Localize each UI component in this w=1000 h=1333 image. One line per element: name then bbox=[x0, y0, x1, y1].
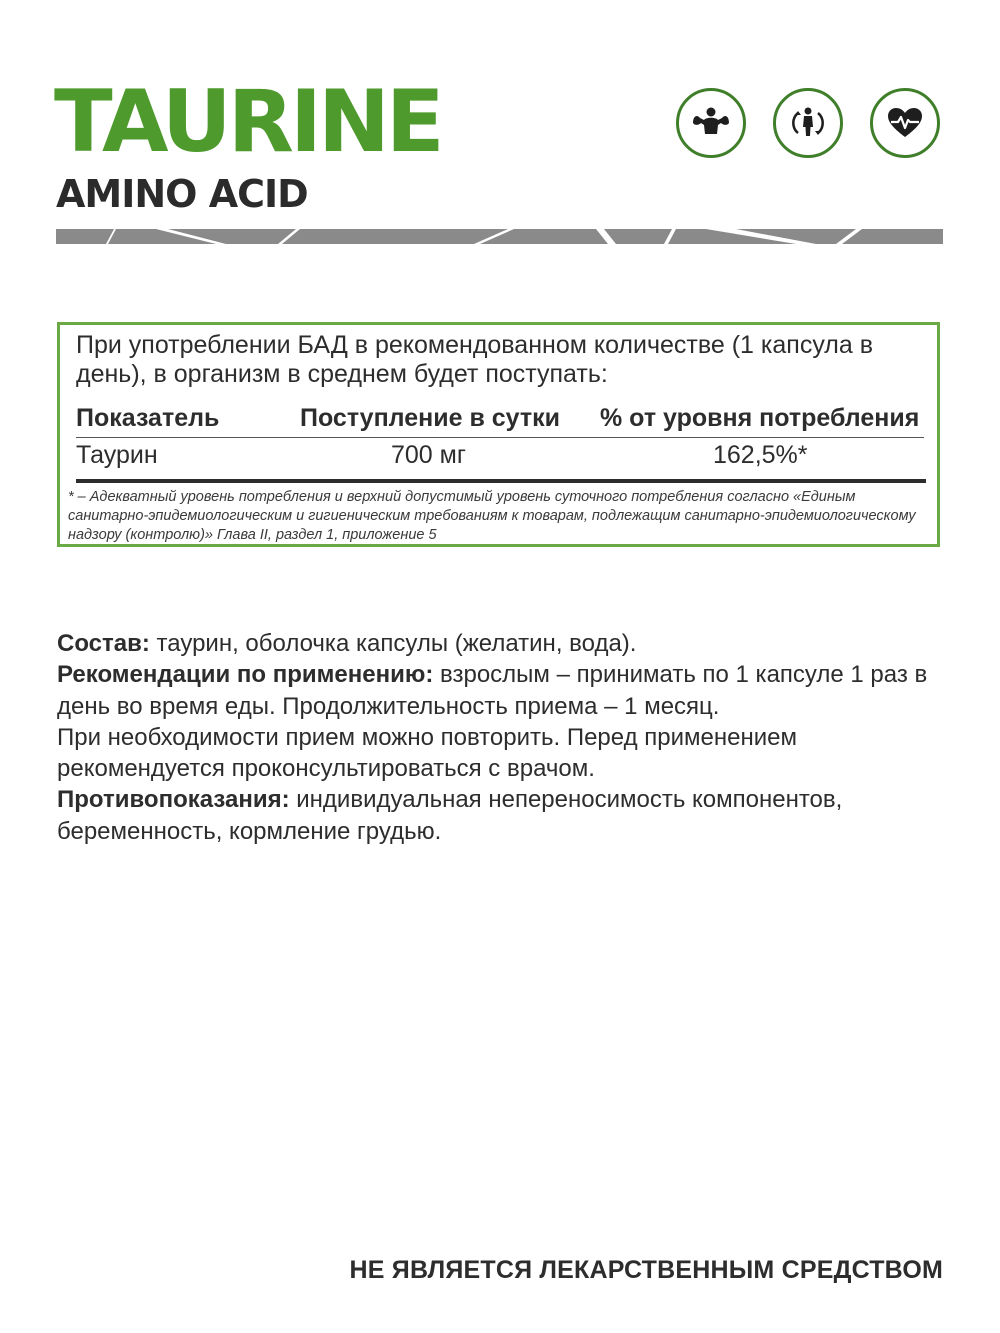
row-percent: 162,5%* bbox=[713, 441, 808, 469]
nutrition-table-box bbox=[57, 322, 940, 547]
muscle-icon bbox=[676, 88, 746, 158]
product-description bbox=[57, 628, 947, 847]
composition-paragraph bbox=[57, 628, 947, 659]
not-a-medicine-disclaimer: НЕ ЯВЛЯЕТСЯ ЛЕКАРСТВЕННЫМ СРЕДСТВОМ bbox=[349, 1256, 943, 1284]
row-amount: 700 мг bbox=[391, 441, 466, 469]
nutrition-intro: При употреблении БАД в рекомендованном количестве (1 капсула в день), в организм в среднем будет поступать: bbox=[76, 331, 873, 388]
contraindications-text: индивидуальная непереносимость компонентов, беременность, кормление грудью. bbox=[57, 786, 843, 845]
contraindications-paragraph bbox=[57, 784, 947, 847]
decorative-stripe bbox=[56, 229, 943, 244]
footnote: * – Адекватный уровень потребления и верхний допустимый уровень суточного потребления согласно «Единым санитарно-эпидемиологическим и гигиеническим требованиям к товарам, подлежащим санитарно-эпидемиологическому надзору (контролю)» Глава II, раздел 1, приложение 5 bbox=[68, 489, 916, 543]
column-header-indicator: Показатель bbox=[76, 404, 220, 432]
benefit-icons bbox=[676, 88, 946, 160]
table-bottom-rule bbox=[76, 479, 926, 483]
contraindications-label: Противопоказания: bbox=[57, 786, 290, 814]
row-name: Таурин bbox=[76, 441, 158, 469]
product-title: TAURINE bbox=[54, 72, 441, 172]
header-divider bbox=[76, 437, 924, 438]
usage-paragraph bbox=[57, 659, 947, 722]
column-header-daily-intake: Поступление в сутки bbox=[300, 404, 561, 432]
product-subtitle: AMINO ACID bbox=[56, 172, 308, 216]
usage-text: взрослым – принимать по 1 капсуле 1 раз в день во время еды. Продолжительность приема – 1 месяц. bbox=[57, 661, 928, 720]
body-metabolism-icon bbox=[773, 88, 843, 158]
composition-text: таурин, оболочка капсулы (желатин, вода). bbox=[149, 630, 637, 657]
composition-label: Состав: bbox=[57, 630, 150, 657]
repeat-paragraph: При необходимости прием можно повторить. Перед применением рекомендуется проконсультироваться с врачом. bbox=[57, 723, 797, 783]
column-header-percent: % от уровня потребления bbox=[600, 404, 920, 432]
heart-pulse-icon bbox=[870, 88, 940, 158]
usage-label: Рекомендации по применению: bbox=[57, 661, 434, 689]
